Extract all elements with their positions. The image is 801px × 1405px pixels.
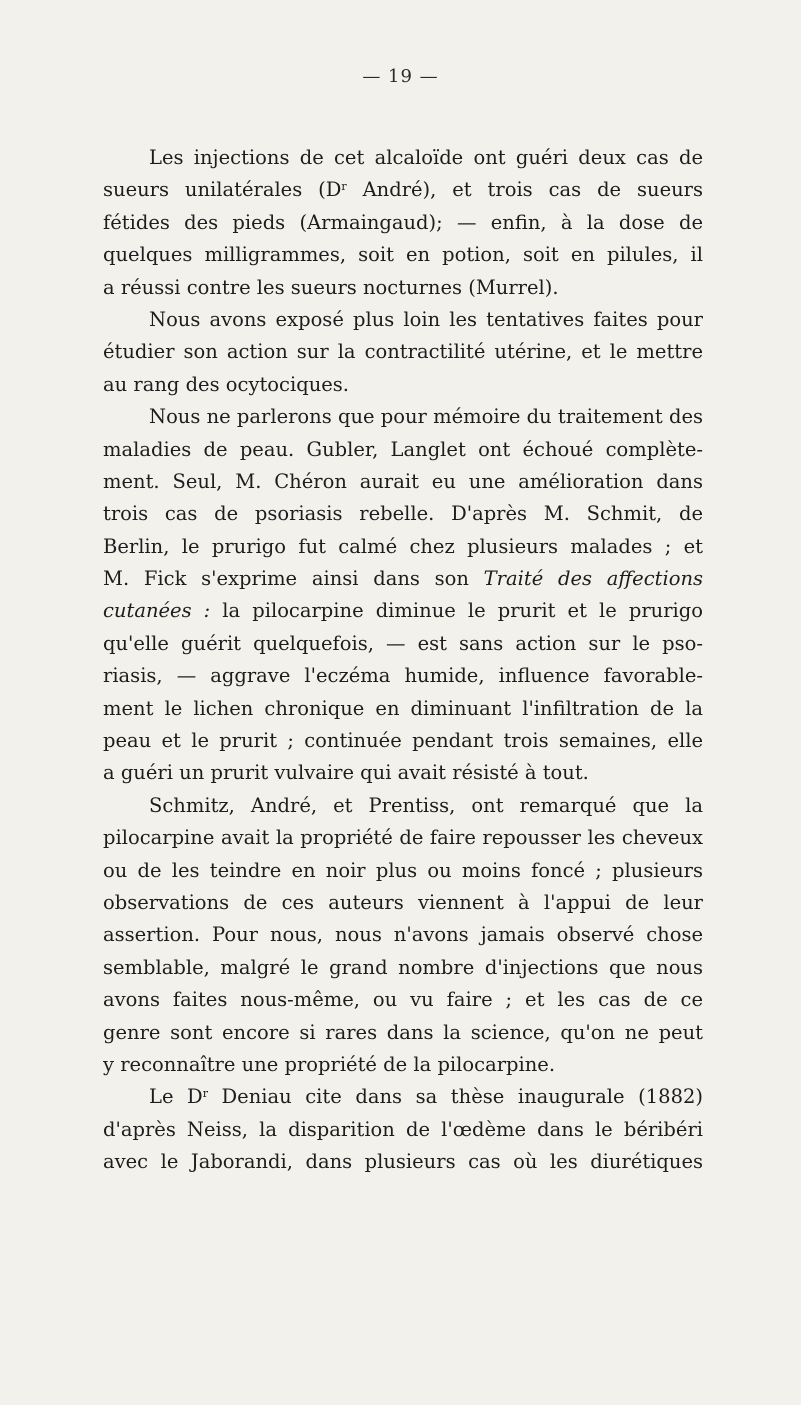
text-line: a réussi contre les sueurs nocturnes (Murrel). (103, 275, 559, 299)
text-line: genre sont encore si rares dans la science, qu'on ne peut (103, 1020, 703, 1044)
text-line: M. Fick s'exprime ainsi dans son Traité des affections (103, 567, 703, 591)
text-line: ment. Seul, M. Chéron aurait eu une amélioration dans (103, 469, 703, 493)
text-line: ou de les teindre en noir plus ou moins foncé ; plusieurs (103, 858, 703, 882)
text-line: avec le Jaborandi, dans plusieurs cas où les diurétiques (103, 1150, 703, 1174)
text-line: au rang des ocytociques. (103, 372, 349, 396)
text-line: Schmitz, André, et Prentiss, ont remarqué que la (149, 793, 703, 817)
text-line: maladies de peau. Gubler, Langlet ont échoué complète- (103, 437, 703, 461)
text-line: Les injections de cet alcaloïde ont guéri deux cas de (149, 146, 703, 169)
text-line: d'après Neiss, la disparition de l'œdème dans le béribéri (103, 1117, 703, 1141)
text-line: cutanées : la pilocarpine diminue le prurit et le prurigo (103, 599, 703, 623)
page-number: — 19 — (362, 66, 439, 87)
book-title: Traité des affections (483, 567, 703, 591)
text-line: y reconnaître une propriété de la pilocarpine. (103, 1052, 556, 1076)
text-line: avons faites nous-même, ou vu faire ; et les cas de ce (103, 988, 703, 1012)
text-line: trois cas de psoriasis rebelle. D'après M. Schmit, de (103, 502, 703, 526)
body-text (103, 142, 703, 1179)
text-line: Nous ne parlerons que pour mémoire du traitement des (149, 405, 703, 429)
superscript: r (202, 1087, 208, 1101)
text-line: ment le lichen chronique en diminuant l'infiltration de la (103, 696, 703, 720)
text-line: a guéri un prurit vulvaire qui avait résisté à tout. (103, 761, 589, 785)
text-line: observations de ces auteurs viennent à l'appui de leur (103, 890, 703, 914)
text-line: semblable, malgré le grand nombre d'injections que nous (103, 955, 703, 979)
text-line: Le $D^r$ Deniau cite dans sa thèse inaugurale (1882) (149, 1085, 703, 1109)
text-line: peau et le prurit ; continuée pendant trois semaines, elle (103, 729, 703, 753)
text-line: sueurs unilatérales ($D^r$ André), et trois cas de sueurs (103, 178, 703, 202)
text-line: Nous avons exposé plus loin les tentatives faites pour (149, 307, 703, 331)
text-line: quelques milligrammes, soit en potion, soit en pilules, il (103, 243, 703, 267)
book-title: cutanées : (103, 599, 211, 623)
text-line: qu'elle guérit quelquefois, — est sans action sur le pso- (103, 631, 703, 655)
text-line: riasis, — aggrave l'eczéma humide, influence favorable- (103, 664, 703, 688)
text-line: Berlin, le prurigo fut calmé chez plusieurs malades ; et (103, 534, 703, 558)
text-line: étudier son action sur la contractilité utérine, et le mettre (103, 340, 703, 364)
superscript: r (341, 180, 347, 194)
text-line: assertion. Pour nous, nous n'avons jamais observé chose (103, 923, 703, 947)
text-line: fétides des pieds (Armaingaud); — enfin, à la dose de (103, 210, 703, 234)
text-line: pilocarpine avait la propriété de faire repousser les cheveux (103, 826, 703, 850)
